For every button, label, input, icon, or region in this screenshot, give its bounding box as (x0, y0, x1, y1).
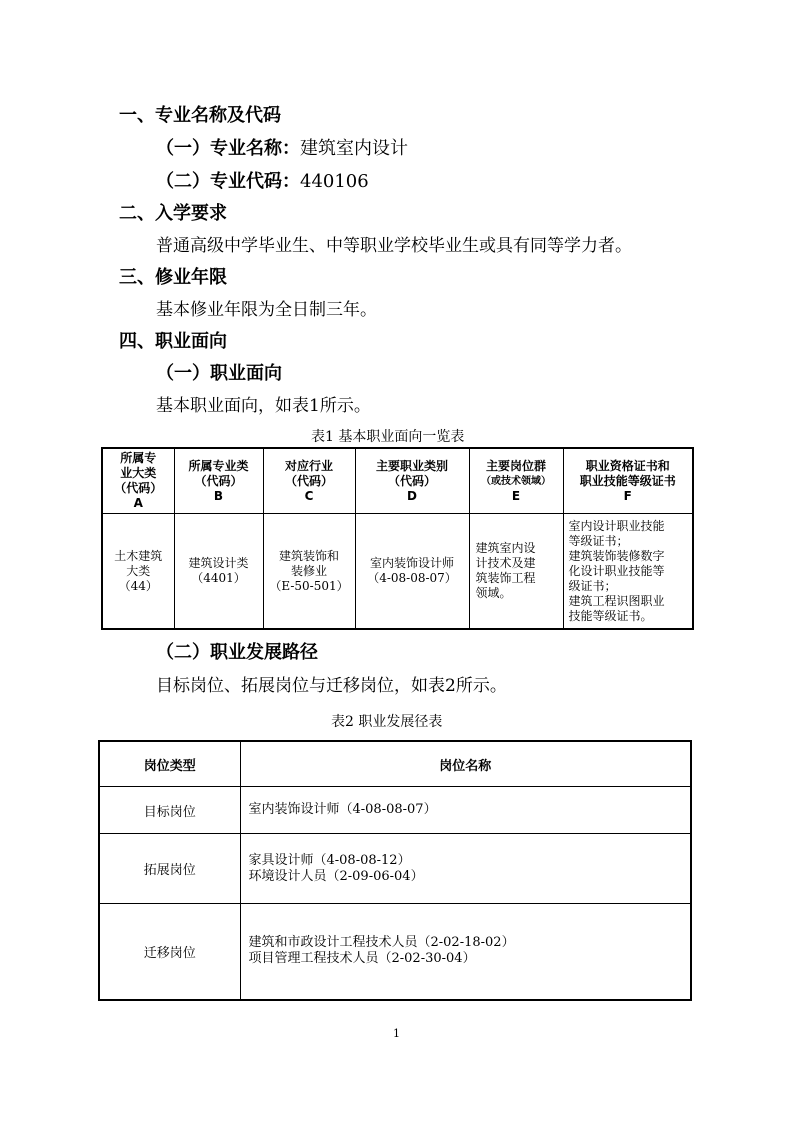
table1-cell-f: 室内设计职业技能 等级证书； 建筑装饰装修数字 化设计职业技能等 级证书； 建筑工程识图职业 技能等级证书。 (563, 514, 693, 630)
section-4-title: 四、职业面向 (119, 331, 227, 352)
table1-cell-c: 建筑装饰和 装修业 （E-50-501） (263, 514, 355, 630)
table2-row (99, 904, 691, 1000)
admission-text: 普通高级中学毕业生、中等职业学校毕业生或具有同等学力者。 (156, 236, 632, 256)
major-name-line (156, 134, 408, 160)
career-orientation-text: 基本职业面向，如表1所示。 (156, 396, 371, 416)
subsection-career-orientation: （一）职业面向 (156, 363, 282, 384)
subsection-career-path: （二）职业发展路径 (156, 642, 318, 663)
table1-header-d: 主要职业类别 （代码） D (355, 448, 469, 514)
page-number: 1 (393, 1027, 400, 1040)
major-code-label: （二）专业代码： (156, 171, 300, 192)
table2-row (99, 834, 691, 904)
table2-header-row (99, 741, 691, 787)
section-2-title: 二、入学要求 (119, 203, 227, 224)
table1-cell-d: 室内装饰设计师 （4-08-08-07） (355, 514, 469, 630)
table2-row-type: 迁移岗位 (99, 904, 240, 1000)
career-path-text: 目标岗位、拓展岗位与迁移岗位，如表2所示。 (156, 676, 507, 696)
major-name-value: 建筑室内设计 (300, 138, 408, 159)
table1-header-e: 主要岗位群 （或技术领域） E (469, 448, 563, 514)
section-3-title: 三、修业年限 (119, 267, 227, 288)
major-name-label: （一）专业名称： (156, 138, 300, 159)
table2-row-names: 家具设计师（4-08-08-12） 环境设计人员（2-09-06-04） (240, 834, 691, 904)
major-code-line (156, 167, 369, 193)
table1-cell-a: 土木建筑 大类 （44） (102, 514, 174, 630)
table1-cell-b: 建筑设计类 （4401） (174, 514, 263, 630)
table1-header-row (102, 448, 693, 514)
table2-header-names: 岗位名称 (240, 741, 691, 787)
table2-caption: 表2 职业发展径表 (331, 714, 443, 730)
table2-header-type: 岗位类型 (99, 741, 240, 787)
career-orientation-table (101, 447, 694, 630)
table1-header-c: 对应行业 （代码） C (263, 448, 355, 514)
table1-row (102, 514, 693, 630)
table1-cell-e: 建筑室内设 计技术及建 筑装饰工程 领域。 (469, 514, 563, 630)
table2-row-type: 拓展岗位 (99, 834, 240, 904)
major-code-value: 440106 (300, 171, 369, 192)
table2-row-names: 建筑和市政设计工程技术人员（2-02-18-02） 项目管理工程技术人员（2-02-30-04） (240, 904, 691, 1000)
table2-row-names: 室内装饰设计师（4-08-08-07） (240, 787, 691, 834)
table2-row-type: 目标岗位 (99, 787, 240, 834)
table1-header-f: 职业资格证书和 职业技能等级证书 F (563, 448, 693, 514)
table1-header-a: 所属专 业大类 （代码） A (102, 448, 174, 514)
career-path-table (98, 740, 692, 1001)
duration-text: 基本修业年限为全日制三年。 (156, 300, 377, 320)
table1-caption: 表1 基本职业面向一览表 (311, 429, 465, 445)
section-1-title: 一、专业名称及代码 (119, 105, 281, 126)
table1-header-b: 所属专业类 （代码） B (174, 448, 263, 514)
table2-row (99, 787, 691, 834)
